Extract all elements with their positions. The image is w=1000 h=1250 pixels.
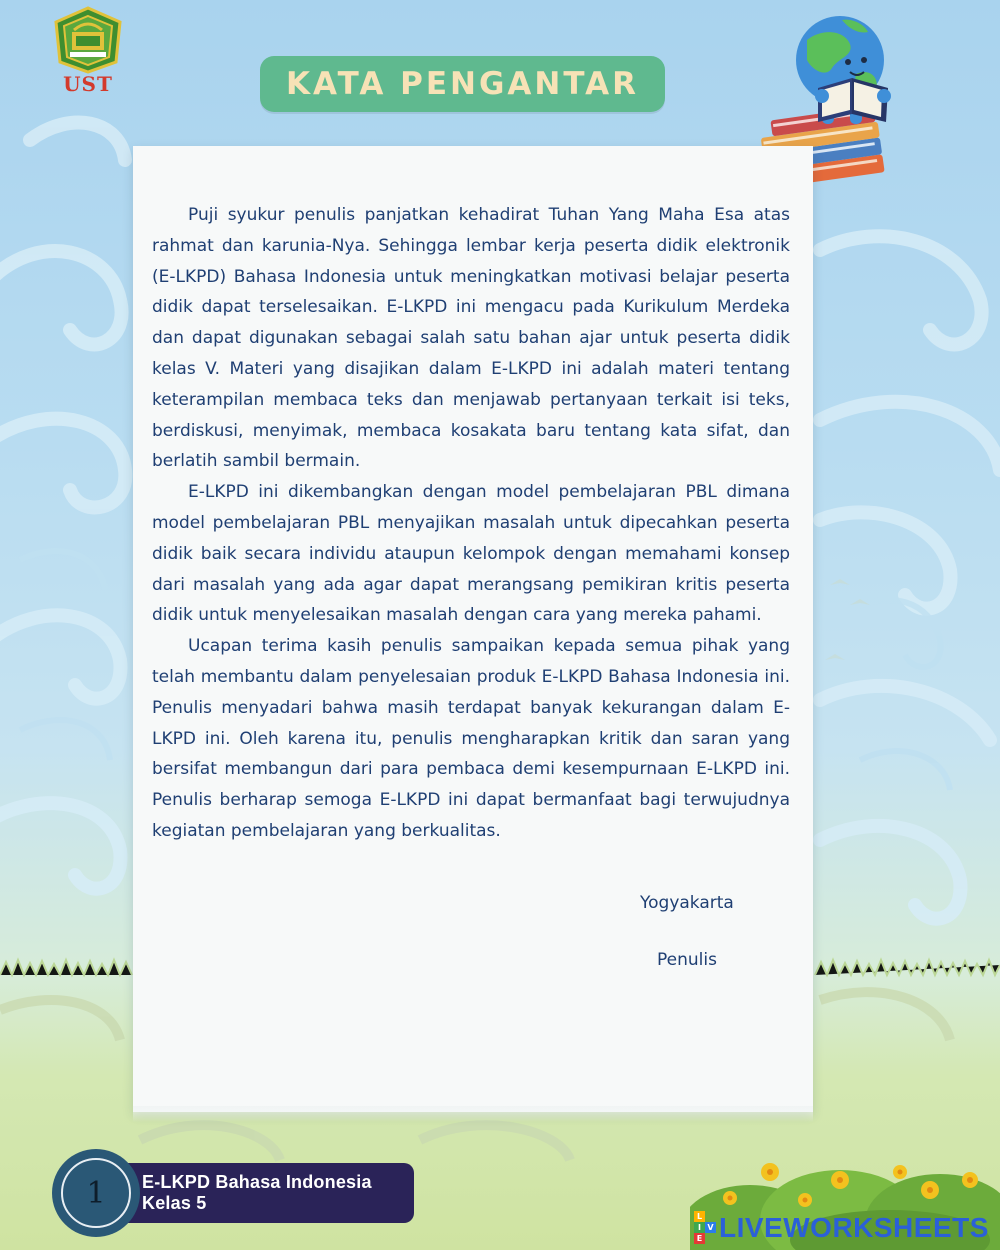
page-title: KATA PENGANTAR bbox=[286, 66, 639, 102]
signature-author: Penulis bbox=[657, 950, 717, 970]
lw-letter: L bbox=[694, 1211, 705, 1222]
paragraph-2: E-LKPD ini dikembangkan dengan model pembelajaran PBL dimana model pembelajaran PBL menyajikan masalah untuk dipecahkan peserta didik baik secara individu ataupun kelompok dengan memahami konsep dari masalah yang ada agar dapat merangsang pemikiran kritis peserta didik untuk menyelesaikan masalah dengan cara yang mereka pahami. bbox=[152, 482, 790, 626]
liveworksheets-logo-icon bbox=[694, 1211, 716, 1245]
signature-place: Yogyakarta bbox=[640, 893, 734, 913]
liveworksheets-watermark bbox=[694, 1208, 989, 1248]
paragraph-3: Ucapan terima kasih penulis sampaikan kepada semua pihak yang telah membantu dalam penyelesaian produk E-LKPD Bahasa Indonesia ini. Penulis menyadari bahwa masih terdapat banyak kekurangan dalam E-LKPD ini. Oleh karena itu, penulis mengharapkan kritik dan saran yang bersifat membangun dari para pembaca demi kesempurnaan E-LKPD ini. Penulis berharap semoga E-LKPD ini dapat bermanfaat bagi terwujudnya kegiatan pembelajaran yang berkualitas. bbox=[152, 636, 790, 841]
paper-edge bbox=[133, 1106, 813, 1122]
lw-letter: V bbox=[705, 1222, 716, 1233]
page-number: 1 bbox=[86, 1175, 106, 1211]
logo-text: UST bbox=[63, 72, 113, 96]
footer-bar bbox=[112, 1163, 414, 1223]
liveworksheets-text: LIVEWORKSHEETS bbox=[719, 1212, 989, 1243]
school-crest-icon bbox=[50, 6, 126, 74]
page-number-badge bbox=[52, 1149, 140, 1237]
lw-letter: E bbox=[694, 1233, 705, 1244]
footer-label: E-LKPD Bahasa Indonesia Kelas 5 bbox=[142, 1172, 372, 1213]
preface-body bbox=[152, 200, 790, 847]
page-number-ring bbox=[61, 1158, 131, 1228]
school-logo bbox=[50, 6, 126, 96]
lw-letter: I bbox=[694, 1222, 705, 1233]
title-banner bbox=[260, 56, 665, 112]
paragraph-1: Puji syukur penulis panjatkan kehadirat Tuhan Yang Maha Esa atas rahmat dan karunia-Nya. Sehingga lembar kerja peserta didik elektronik (E-LKPD) Bahasa Indonesia untuk meningkatkan motivasi belajar peserta didik dapat terselesaikan. E-LKPD ini mengacu pada Kurikulum Merdeka dan dapat digunakan sebagai salah satu bahan ajar untuk peserta didik kelas V. Materi yang disajikan dalam E-LKPD ini adalah materi tentang keterampilan membaca teks dan menjawab pertanyaan terkait isi teks, berdiskusi, menyimak, membaca kosakata baru tentang kata sifat, dan berlatih sambil bermain. bbox=[152, 205, 790, 472]
